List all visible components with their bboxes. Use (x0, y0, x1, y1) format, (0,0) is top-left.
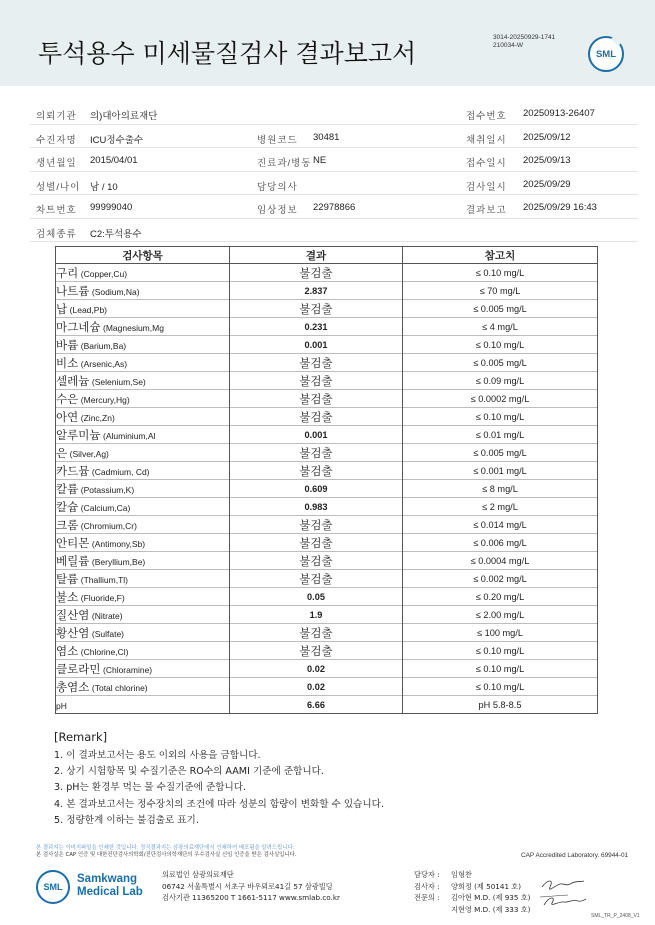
test-item-korean: 크롬 (56, 517, 79, 532)
test-item-english: pH (56, 700, 67, 711)
reference-range: ≤ 2.00 mg/L (403, 606, 598, 624)
test-item (56, 678, 230, 696)
test-item-english: (Chromium,Cr) (80, 520, 137, 531)
test-result: 0.001 (230, 426, 403, 444)
company-name: Samkwang Medical Lab (77, 873, 143, 898)
info-value: 22978866 (313, 202, 356, 213)
info-value: 2015/04/01 (90, 155, 138, 166)
table-row (56, 696, 598, 714)
test-result: 불검출 (230, 462, 403, 480)
table-row (56, 390, 598, 408)
remark-item: 3. pH는 환경부 먹는 물 수질기준에 준합니다. (54, 782, 247, 794)
test-result: 2.837 (230, 282, 403, 300)
test-result: 불검출 (230, 444, 403, 462)
test-item-korean: 총염소 (56, 679, 90, 694)
info-row (30, 195, 638, 219)
disclaimer-line-1: 본 결과지는 이미지파일을 인쇄한 것입니다. 정식결과지는 삼광의료재단에서 인쇄하여 배포됨을 알려드립니다. (36, 845, 295, 851)
test-item-korean: 칼륨 (56, 481, 79, 496)
disclaimer (36, 845, 297, 859)
remark-title: [Remark] (54, 730, 108, 744)
test-result: 불검출 (230, 552, 403, 570)
test-item-english: (Antimony,Sb) (91, 538, 146, 549)
report-header (0, 0, 655, 86)
reference-range: ≤ 8 mg/L (403, 480, 598, 498)
signature-icon (538, 877, 590, 911)
remark-item: 5. 정량한계 이하는 불검출로 표기. (54, 814, 199, 826)
remark-section (54, 730, 384, 829)
info-row (30, 219, 638, 243)
table-row (56, 462, 598, 480)
reference-range: ≤ 0.0004 mg/L (403, 552, 598, 570)
test-item-korean: 안티몬 (56, 535, 90, 550)
info-label: 차트번호 (36, 205, 77, 216)
test-item-english: (Nitrate) (91, 610, 123, 621)
test-item (56, 354, 230, 372)
info-value: 99999040 (90, 202, 133, 213)
info-value: 2025/09/12 (523, 131, 571, 143)
disclaimer-line-2: 본 검사실은 CAP 인증 및 대한진단검사의학회/진단검사의학재단의 우수검사실 신임 인증을 받은 검사실입니다. (36, 852, 297, 858)
header-item: 검사항목 (56, 247, 230, 264)
test-item-korean: 황산염 (56, 625, 90, 640)
test-item (56, 444, 230, 462)
staff-name: 임형찬 (451, 870, 472, 879)
info-row (30, 148, 638, 172)
patient-info-section (30, 101, 638, 242)
reference-range: ≤ 0.10 mg/L (403, 642, 598, 660)
info-label: 성별/나이 (36, 181, 81, 193)
test-item (56, 624, 230, 642)
test-item (56, 552, 230, 570)
reference-range: ≤ 0.10 mg/L (403, 264, 598, 282)
info-label: 검체종류 (36, 228, 77, 240)
reference-range: ≤ 0.10 mg/L (403, 408, 598, 426)
reference-range: ≤ 0.002 mg/L (403, 570, 598, 588)
reference-range: ≤ 0.09 mg/L (403, 372, 598, 390)
table-row (56, 498, 598, 516)
reference-range: ≤ 0.10 mg/L (403, 336, 598, 354)
staff-name: 지현영 M.D. (제 333 호) (451, 904, 531, 914)
info-value: 남 / 10 (90, 181, 118, 193)
test-result: 불검출 (230, 300, 403, 318)
info-value: 2025/09/13 (523, 155, 571, 166)
header-result: 결과 (230, 247, 403, 264)
test-item-korean: 비소 (56, 355, 79, 370)
test-item (56, 426, 230, 444)
test-item-english: (Mercury,Hg) (80, 394, 130, 405)
sml-logo-icon (588, 36, 624, 72)
test-item (56, 588, 230, 606)
test-item-english: (Barium,Ba) (80, 340, 127, 351)
info-value: NE (313, 155, 327, 166)
remark-item: 1. 이 결과보고서는 용도 이외의 사용을 금합니다. (54, 750, 261, 761)
reference-range: ≤ 0.01 mg/L (403, 426, 598, 444)
info-label: 결과보고 (466, 205, 507, 216)
test-result: 6.66 (230, 696, 403, 714)
reference-range: ≤ 0.001 mg/L (403, 462, 598, 480)
test-result: 불검출 (230, 624, 403, 642)
test-result: 불검출 (230, 642, 403, 660)
test-item (56, 264, 230, 282)
test-item-korean: 바륨 (56, 337, 79, 352)
reference-range: ≤ 0.20 mg/L (403, 588, 598, 606)
info-value: 2025/09/29 16:43 (523, 202, 597, 213)
test-item-korean: 염소 (56, 643, 79, 658)
info-value: 20250913-26407 (523, 108, 595, 119)
test-item-korean: 아연 (56, 409, 79, 424)
info-label: 담당의사 (257, 181, 298, 193)
doc-code-line-1: 3014-20250929-1741 (493, 34, 556, 41)
info-label: 진료과/병동 (257, 158, 312, 169)
info-label: 임상정보 (257, 205, 298, 216)
test-item-english: (Sulfate) (91, 628, 125, 639)
staff-role: 담당자 : (414, 870, 440, 879)
table-row (56, 642, 598, 660)
test-item-korean: 카드뮴 (56, 463, 90, 478)
table-row (56, 318, 598, 336)
staff-name: 김아현 M.D. (제 935 호) (451, 893, 531, 903)
test-result: 0.609 (230, 480, 403, 498)
test-item (56, 408, 230, 426)
info-value: ICU정수출수 (90, 134, 144, 146)
test-item-english: (Cadmium, Cd) (91, 466, 150, 477)
form-code: SML_TR_P_2408_V1 (591, 913, 640, 919)
test-result: 0.05 (230, 588, 403, 606)
table-row (56, 624, 598, 642)
test-result: 0.02 (230, 660, 403, 678)
test-item-korean: 납 (56, 301, 68, 316)
info-label: 접수일시 (466, 158, 507, 169)
test-result: 0.001 (230, 336, 403, 354)
table-row (56, 534, 598, 552)
test-result: 불검출 (230, 516, 403, 534)
test-item-english: (Thallium,Tl) (80, 574, 129, 585)
test-item-korean: 셀레늄 (56, 373, 90, 388)
test-item-korean: 탈륨 (56, 571, 79, 586)
test-result: 불검출 (230, 372, 403, 390)
test-item-english: (Copper,Cu) (80, 268, 128, 279)
results-table (55, 246, 598, 714)
test-result: 불검출 (230, 408, 403, 426)
test-result: 불검출 (230, 534, 403, 552)
test-result: 0.983 (230, 498, 403, 516)
table-row (56, 354, 598, 372)
document-codes (493, 34, 555, 50)
test-result: 0.231 (230, 318, 403, 336)
test-item-english: (Chloramine) (103, 664, 153, 675)
table-row (56, 426, 598, 444)
organization-info (162, 869, 340, 904)
reference-range: pH 5.8-8.5 (403, 696, 598, 714)
test-result: 1.9 (230, 606, 403, 624)
reference-range: ≤ 0.005 mg/L (403, 444, 598, 462)
table-row (56, 552, 598, 570)
test-item-korean: 클로라민 (56, 661, 101, 676)
table-row (56, 264, 598, 282)
test-item-english: (Sodium,Na) (91, 286, 140, 297)
org-line: 의료법인 삼광의료재단 (162, 870, 234, 879)
table-row (56, 372, 598, 390)
reference-range: ≤ 0.005 mg/L (403, 300, 598, 318)
reference-range: ≤ 0.014 mg/L (403, 516, 598, 534)
test-result: 불검출 (230, 390, 403, 408)
reference-range: ≤ 100 mg/L (403, 624, 598, 642)
test-item-korean: 칼슘 (56, 499, 79, 514)
sml-footer-logo-icon: SML (36, 870, 70, 904)
test-result: 불검출 (230, 354, 403, 372)
test-item (56, 660, 230, 678)
reference-range: ≤ 0.006 mg/L (403, 534, 598, 552)
org-line: 06742 서울특별시 서초구 바우뫼로41길 57 삼광빌딩 (162, 881, 333, 891)
table-row (56, 588, 598, 606)
table-row (56, 408, 598, 426)
test-item (56, 300, 230, 318)
info-value: 2025/09/29 (523, 178, 571, 190)
test-item-english: (Calcium,Ca) (80, 502, 131, 513)
test-result: 불검출 (230, 570, 403, 588)
test-item-english: (Arsenic,As) (80, 358, 128, 369)
test-item-english: (Zinc,Zn) (80, 412, 115, 423)
test-item-english: (Total chlorine) (91, 682, 148, 693)
info-row (30, 101, 638, 125)
table-header-row (56, 247, 598, 264)
table-row (56, 444, 598, 462)
reference-range: ≤ 0.10 mg/L (403, 678, 598, 696)
test-item-english: (Silver,Ag) (69, 448, 109, 459)
test-item (56, 570, 230, 588)
info-label: 채취일시 (466, 134, 507, 146)
test-item-korean: 구리 (56, 265, 79, 280)
test-item-english: (Lead,Pb) (69, 304, 108, 315)
info-row (30, 172, 638, 196)
info-label: 수진자명 (36, 134, 77, 146)
test-item-english: (Selenium,Se) (91, 376, 146, 387)
test-item (56, 516, 230, 534)
info-value: 30481 (313, 131, 340, 143)
remark-item: 4. 본 결과보고서는 정수장치의 조건에 따라 성분의 함량이 변화할 수 있습니다. (54, 798, 384, 810)
test-item-english: (Chlorine,Cl) (80, 646, 129, 657)
report-title: 투석용수 미세물질검사 결과보고서 (38, 39, 417, 68)
org-line: 검사기관 11365200 T 1661-5117 www.smlab.co.kr (162, 893, 340, 903)
test-item (56, 390, 230, 408)
test-item-english: (Aluminium,Al (103, 430, 156, 441)
test-item (56, 372, 230, 390)
table-row (56, 282, 598, 300)
test-item (56, 642, 230, 660)
reference-range: ≤ 2 mg/L (403, 498, 598, 516)
table-row (56, 570, 598, 588)
header-reference: 참고치 (403, 247, 598, 264)
info-label: 생년월일 (36, 158, 77, 169)
test-item (56, 462, 230, 480)
test-item (56, 282, 230, 300)
reference-range: ≤ 4 mg/L (403, 318, 598, 336)
test-item (56, 534, 230, 552)
table-row (56, 300, 598, 318)
remark-item: 2. 상기 시험항목 및 수질기준은 RO수의 AAMI 기준에 준합니다. (54, 766, 324, 778)
table-row (56, 480, 598, 498)
test-item-korean: 알루미늄 (56, 427, 101, 442)
doc-code-line-2: 210034-W (493, 42, 523, 49)
test-item (56, 318, 230, 336)
info-label: 의뢰기관 (36, 111, 77, 122)
test-item (56, 336, 230, 354)
table-row (56, 678, 598, 696)
test-item-english: (Fluoride,F) (80, 592, 125, 603)
info-label: 검사일시 (466, 181, 507, 193)
info-row (30, 125, 638, 149)
test-item (56, 498, 230, 516)
test-item (56, 480, 230, 498)
table-row (56, 516, 598, 534)
test-item-korean: 마그네슘 (56, 319, 101, 334)
info-label: 접수번호 (466, 111, 507, 122)
test-item-korean: 질산염 (56, 607, 90, 622)
table-row (56, 606, 598, 624)
reference-range: ≤ 0.10 mg/L (403, 660, 598, 678)
test-item (56, 696, 230, 714)
test-item (56, 606, 230, 624)
logo-text: SML (595, 49, 617, 60)
table-row (56, 660, 598, 678)
staff-role: 전문의 : (414, 893, 440, 903)
info-value: 의)대아의료재단 (90, 111, 158, 122)
cap-accreditation: CAP Accredited Laboratory. 69944-01 (521, 852, 629, 859)
test-result: 불검출 (230, 264, 403, 282)
reference-range: ≤ 0.005 mg/L (403, 354, 598, 372)
test-item-english: (Magnesium,Mg (103, 322, 164, 333)
test-item-korean: 베릴륨 (56, 553, 90, 568)
reference-range: ≤ 0.0002 mg/L (403, 390, 598, 408)
staff-role: 검사자 : (414, 881, 440, 891)
test-item-korean: 나트륨 (56, 283, 90, 298)
staff-name: 양희정 (제 50141 호) (451, 881, 522, 891)
test-item-korean: 불소 (56, 589, 79, 604)
test-item-korean: 수은 (56, 391, 79, 406)
test-item-english: (Beryllium,Be) (91, 556, 146, 567)
reference-range: ≤ 70 mg/L (403, 282, 598, 300)
info-label: 병원코드 (257, 134, 298, 146)
test-result: 0.02 (230, 678, 403, 696)
info-value: C2:투석용수 (90, 228, 142, 240)
table-row (56, 336, 598, 354)
test-item-korean: 은 (56, 445, 68, 460)
test-item-english: (Potassium,K) (80, 484, 135, 495)
